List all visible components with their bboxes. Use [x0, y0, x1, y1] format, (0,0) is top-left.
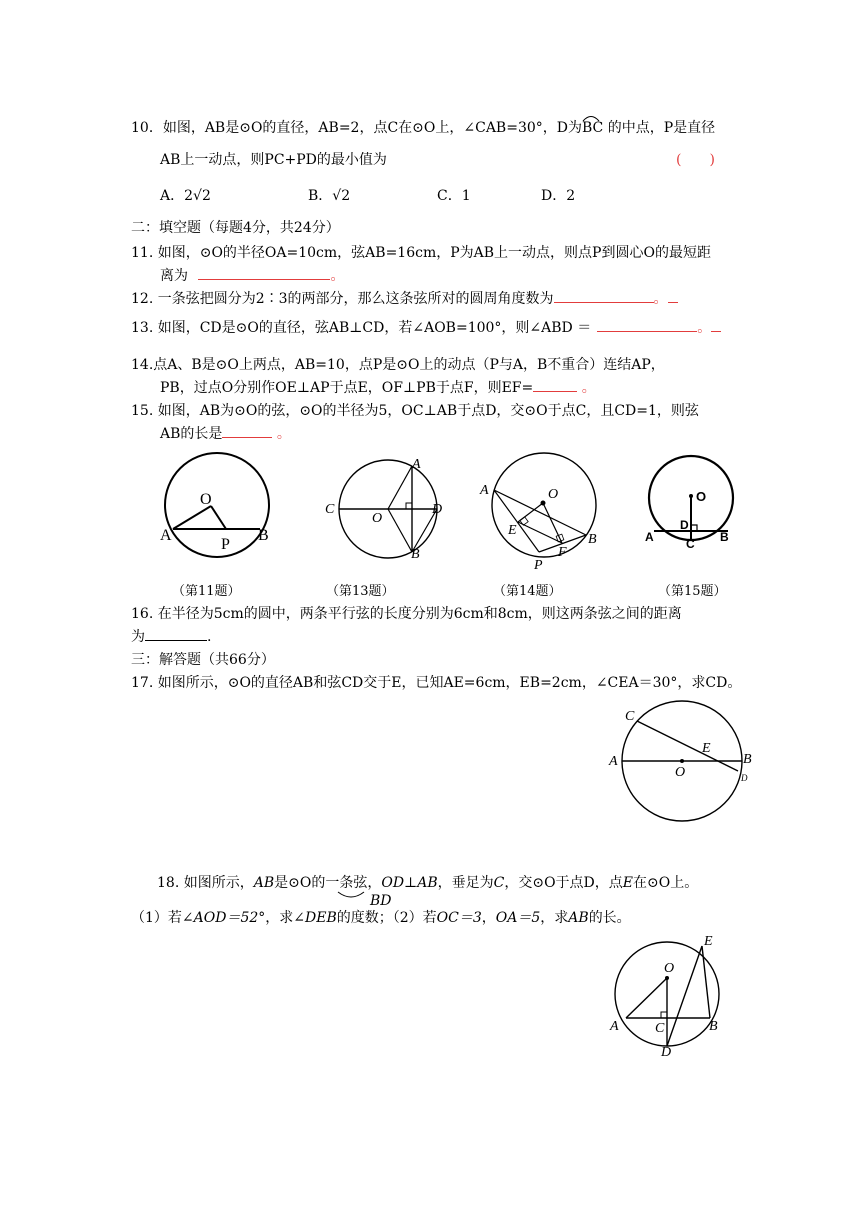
- fig17-chord-cd: [637, 721, 738, 771]
- fig14-segment-ap: [494, 490, 539, 552]
- q12-answer-blank[interactable]: [554, 302, 654, 303]
- fig11-circle: [165, 453, 269, 557]
- q13-blank-tail: [711, 331, 721, 332]
- fig11-label-b: B: [258, 527, 269, 544]
- fig15-label-c: C: [686, 537, 695, 551]
- q16-line2: 为 .: [131, 629, 212, 645]
- fig13-label-o: O: [372, 511, 383, 526]
- q15-answer-blank[interactable]: [222, 437, 272, 438]
- q13-answer-blank[interactable]: [597, 331, 697, 332]
- figure-13: [322, 456, 452, 566]
- caption-fig11: （第11题）: [172, 584, 241, 599]
- q17-line: 17. 如图所示，⊙O的直径AB和弦CD交于E，已知AE=6cm，EB=2cm，∠CEA＝30°，求CD。: [131, 675, 742, 691]
- fig18-label-e: E: [704, 934, 713, 949]
- figure-11: [150, 450, 280, 560]
- q10-option-c: C．1: [437, 188, 471, 204]
- arc-bc: BC: [582, 118, 603, 138]
- fig17-label-b: B: [743, 752, 752, 767]
- caption-fig14: （第14题）: [493, 584, 562, 599]
- q18-arc-mark-icon: [337, 891, 365, 901]
- fig13-label-b: B: [411, 547, 420, 562]
- fig15-label-b: B: [720, 530, 729, 544]
- fig14-label-b: B: [588, 532, 597, 547]
- fig14-label-a: A: [480, 483, 489, 498]
- figure-15: [642, 454, 742, 554]
- q11-line1: 11. 如图，⊙O的半径OA=10cm，弦AB=16cm，P为AB上一动点，则点P到圆心O的最短距: [131, 245, 711, 261]
- q13-line: 13. 如图，CD是⊙O的直径，弦AB⊥CD，若∠AOB=100°，则∠ABD ＝ 。: [131, 318, 721, 338]
- q14-line1: 14.点A、B是⊙O上两点，AB=10，点P是⊙O上的动点（P与A，B不重合）连结AP，: [131, 357, 665, 373]
- fig15-label-a: A: [645, 530, 654, 544]
- fig14-label-p: P: [534, 558, 543, 573]
- q15-line1: 15. 如图，AB为⊙O的弦，⊙O的半径为5，OC⊥AB于点D，交⊙O于点C，且CD=1，则弦: [131, 403, 699, 419]
- fig18-right-angle-icon: [661, 1012, 667, 1018]
- fig13-label-a: A: [412, 457, 421, 472]
- fig17-label-e: E: [702, 741, 711, 756]
- fig13-label-d: D: [432, 502, 443, 517]
- fig18-segment-eb: [702, 946, 710, 1018]
- q10-option-b: B．√2: [308, 188, 351, 204]
- fig14-label-f: F: [558, 545, 567, 560]
- fig18-label-c: C: [655, 1021, 665, 1036]
- q12-blank-tail: [668, 302, 678, 303]
- q14-answer-blank[interactable]: [533, 391, 577, 392]
- section-solve-title: 三：解答题（共66分）: [131, 652, 275, 668]
- figure-14: [477, 448, 607, 573]
- fig11-label-a: A: [160, 527, 172, 544]
- fig17-label-a: A: [609, 754, 618, 769]
- fig11-label-p: P: [221, 536, 230, 553]
- fig15-label-d: D: [680, 518, 689, 532]
- q10-line2: AB上一动点，则PC+PD的最小值为: [160, 152, 387, 168]
- q10-option-d: D．2: [541, 188, 576, 204]
- fig18-label-d: D: [661, 1045, 672, 1058]
- q12-line: 12. 一条弦把圆分为2∶3的两部分，那么这条弦所对的圆周角度数为 。: [131, 289, 678, 309]
- fig11-segment-op: [211, 506, 226, 529]
- fig13-ob: [388, 509, 412, 552]
- q18-od-ab: OD⊥AB: [381, 875, 438, 891]
- q10-answer-paren: ( ): [676, 152, 715, 168]
- caption-fig15: （第15题）: [658, 584, 727, 599]
- fig17-center-dot: [680, 759, 684, 763]
- fig11-radius-oa: [173, 506, 211, 529]
- fig17-label-c: C: [625, 709, 635, 724]
- q16-answer-blank[interactable]: [145, 640, 207, 641]
- q16-line1: 16. 在半径为5cm的圆中，两条平行弦的长度分别为6cm和8cm，则这两条弦之间的距离: [131, 606, 682, 622]
- q11-answer-blank[interactable]: [198, 279, 330, 280]
- fig17-label-d: D: [741, 773, 748, 783]
- fig18-label-a: A: [610, 1019, 619, 1034]
- fig13-right-angle-icon: [406, 503, 412, 509]
- fig15-label-o: O: [696, 489, 707, 504]
- q15-line2: AB的长是 。: [160, 426, 291, 442]
- q18-line2: （1）若∠AOD＝52°，求∠DEB的度数；（2）若OC＝3，OA＝5，求AB的长。: [131, 910, 631, 926]
- arc-mark-icon: [582, 114, 600, 122]
- q10-line1: 10．如图，AB是⊙O的直径，AB=2，点C在⊙O上，∠CAB=30°，D为BC 的中点，P是直径: [131, 118, 715, 138]
- fig18-center-dot: [665, 976, 669, 980]
- fig14-label-o: O: [548, 487, 559, 502]
- q11-line2: 离为 。: [160, 268, 345, 284]
- fig18-label-b: B: [709, 1019, 718, 1034]
- fig15-center-dot: [689, 494, 693, 498]
- section-fill-in-title: 二：填空题（每题4分，共24分）: [131, 220, 340, 236]
- fig17-label-o: O: [675, 765, 686, 780]
- fig14-of: [543, 503, 562, 543]
- figure-17: [604, 700, 764, 850]
- fig11-label-o: O: [200, 491, 212, 508]
- fig18-label-o: O: [664, 961, 675, 976]
- q18-arc-label: BD: [370, 893, 392, 909]
- fig13-label-c: C: [325, 502, 335, 517]
- figure-18: [604, 928, 734, 1058]
- q10-option-a: A．2√2: [160, 188, 211, 204]
- q14-line2: PB，过点O分别作OE⊥AP于点E，OF⊥PB于点F，则EF= 。: [160, 380, 596, 396]
- caption-fig13: （第13题）: [326, 584, 395, 599]
- fig14-center-dot: [541, 501, 546, 506]
- q18-line1: 18. 如图所示，AB是⊙O的一条弦，OD⊥AB，垂足为C，交⊙O于点D，点E在⊙O上。: [157, 875, 699, 891]
- fig14-label-e: E: [508, 523, 517, 538]
